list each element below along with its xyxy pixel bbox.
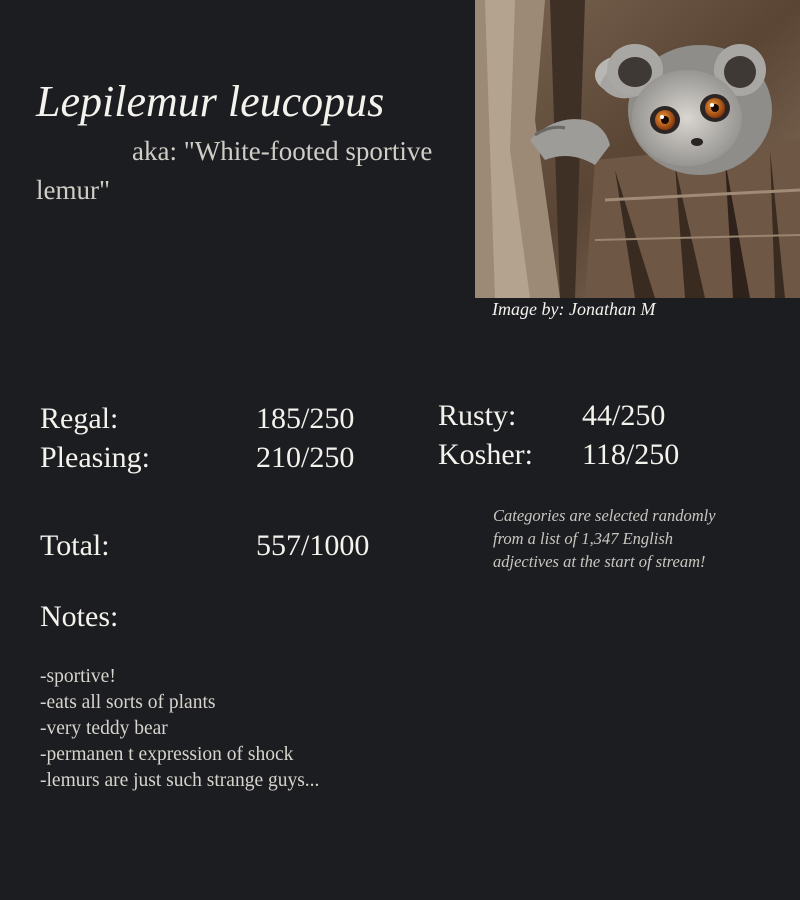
- note-item: -eats all sorts of plants: [40, 692, 216, 713]
- note-item: -sportive!: [40, 666, 116, 687]
- score-value-regal: 185/250: [256, 402, 355, 435]
- notes-title: Notes:: [40, 600, 119, 633]
- lemur-illustration: [475, 0, 800, 298]
- category-disclaimer: Categories are selected randomly from a list of 1,347 English adjectives at the start of stream!: [493, 506, 716, 571]
- note-item: -lemurs are just such strange guys...: [40, 770, 320, 791]
- note-item: -permanen t expression of shock: [40, 744, 294, 765]
- note-item: -very teddy bear: [40, 718, 168, 739]
- score-label-total: Total:: [40, 529, 110, 562]
- lemur-photo: [475, 0, 800, 298]
- species-common-name: aka: "White-footed sportive lemur": [36, 136, 433, 205]
- score-value-rusty: 44/250: [582, 399, 666, 432]
- image-credit: Image by: Jonathan M: [492, 299, 656, 319]
- score-value-pleasing: 210/250: [256, 441, 355, 474]
- score-label-pleasing: Pleasing:: [40, 441, 150, 474]
- score-value-total: 557/1000: [256, 529, 370, 562]
- notes-list: [40, 664, 319, 794]
- score-label-kosher: Kosher:: [438, 438, 533, 471]
- species-scientific-name: Lepilemur leucopus: [36, 77, 385, 126]
- score-label-regal: Regal:: [40, 402, 119, 435]
- score-value-kosher: 118/250: [582, 438, 680, 471]
- score-label-rusty: Rusty:: [438, 399, 517, 432]
